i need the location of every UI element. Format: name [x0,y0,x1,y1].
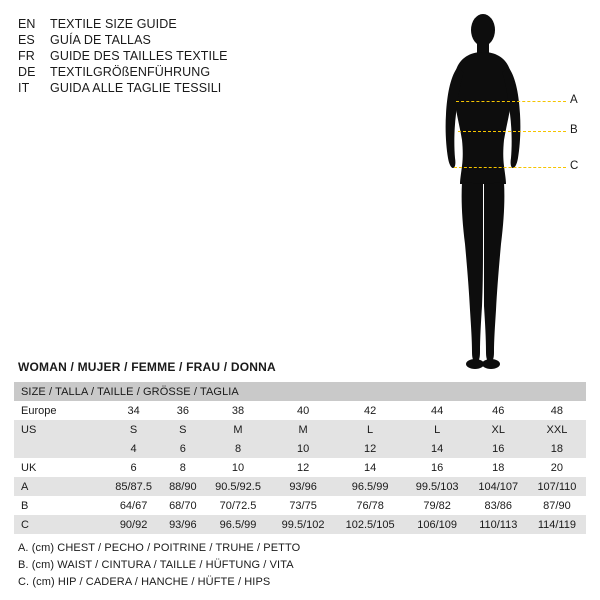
cell: 104/107 [469,477,528,496]
cell: 90.5/92.5 [205,477,272,496]
section-title-woman: WOMAN / MUJER / FEMME / FRAU / DONNA [18,360,276,374]
cell: 87/90 [528,496,586,515]
language-code: IT [18,81,30,95]
language-code: ES [18,33,35,47]
table-header-label: SIZE / TALLA / TAILLE / GRÖSSE / TAGLIA [14,382,586,401]
cell: 48 [528,401,586,420]
cell: 18 [469,458,528,477]
table-row [14,401,586,420]
cell: 73/75 [272,496,335,515]
legend-item-a: A. (cm) CHEST / PECHO / POITRINE / TRUHE / PETTO [18,542,301,554]
table-row [14,496,586,515]
cell: 6 [106,458,161,477]
language-row-en [18,16,318,32]
cell: 8 [161,458,204,477]
cell: 64/67 [106,496,161,515]
row-label: Europe [14,401,106,420]
measure-label-b: B [570,124,578,136]
cell: XL [469,420,528,439]
female-figure-diagram [420,8,590,378]
table-row [14,420,586,439]
language-row-de [18,64,318,80]
language-text: GUIDE DES TAILLES TEXTILE [50,49,228,63]
row-label: US [14,420,106,439]
cell: 6 [161,439,204,458]
language-row-it [18,80,318,96]
measure-label-c: C [570,160,579,172]
measurement-legend [18,540,300,591]
cell: 99.5/102 [272,515,335,534]
cell: 42 [335,401,406,420]
cell: 83/86 [469,496,528,515]
cell: 99.5/103 [406,477,469,496]
cell: S [161,420,204,439]
cell: 93/96 [272,477,335,496]
cell: 8 [205,439,272,458]
cell: 4 [106,439,161,458]
measure-line-a [456,101,566,102]
cell: 76/78 [335,496,406,515]
cell: 14 [406,439,469,458]
table-row [14,477,586,496]
cell: 16 [469,439,528,458]
language-list [18,16,318,96]
language-code: FR [18,49,35,63]
cell: 36 [161,401,204,420]
cell: 102.5/105 [335,515,406,534]
cell: 12 [335,439,406,458]
cell: XXL [528,420,586,439]
cell: 14 [335,458,406,477]
language-text: TEXTILGRÖßENFÜHRUNG [50,65,211,79]
cell: M [272,420,335,439]
row-label: C [14,515,106,534]
language-text: GUÍA DE TALLAS [50,33,151,47]
table-row [14,439,586,458]
language-row-fr [18,48,318,64]
cell: 20 [528,458,586,477]
cell: 85/87.5 [106,477,161,496]
cell: 106/109 [406,515,469,534]
legend-item-b: B. (cm) WAIST / CINTURA / TAILLE / HÜFTUNG / VITA [18,559,294,572]
cell: 96.5/99 [335,477,406,496]
row-label: B [14,496,106,515]
cell: 38 [205,401,272,420]
language-text: GUIDA ALLE TAGLIE TESSILI [50,81,222,95]
cell: 93/96 [161,515,204,534]
cell: 70/72.5 [205,496,272,515]
language-code: DE [18,65,36,79]
table-row [14,458,586,477]
measure-line-b [458,131,566,132]
size-table [14,382,586,534]
cell: 110/113 [469,515,528,534]
measure-label-a: A [570,94,578,106]
cell: M [205,420,272,439]
cell: 10 [272,439,335,458]
cell: 46 [469,401,528,420]
cell: 88/90 [161,477,204,496]
cell: 34 [106,401,161,420]
row-label: A [14,477,106,496]
cell: 96.5/99 [205,515,272,534]
language-row-es [18,32,318,48]
legend-item-c: C. (cm) HIP / CADERA / HANCHE / HÜFTE / HIPS [18,576,271,589]
cell: 90/92 [106,515,161,534]
cell: L [335,420,406,439]
cell: 44 [406,401,469,420]
row-label [14,439,106,458]
cell: 68/70 [161,496,204,515]
cell: 12 [272,458,335,477]
female-silhouette-icon [420,8,590,378]
measure-line-c [454,167,566,168]
cell: 18 [528,439,586,458]
cell: 16 [406,458,469,477]
row-label: UK [14,458,106,477]
cell: 107/110 [528,477,586,496]
cell: 114/119 [528,515,586,534]
cell: S [106,420,161,439]
table-header-row [14,382,586,401]
table-row [14,515,586,534]
cell: 10 [205,458,272,477]
cell: 79/82 [406,496,469,515]
cell: L [406,420,469,439]
language-text: TEXTILE SIZE GUIDE [50,17,177,31]
language-code: EN [18,17,36,31]
cell: 40 [272,401,335,420]
